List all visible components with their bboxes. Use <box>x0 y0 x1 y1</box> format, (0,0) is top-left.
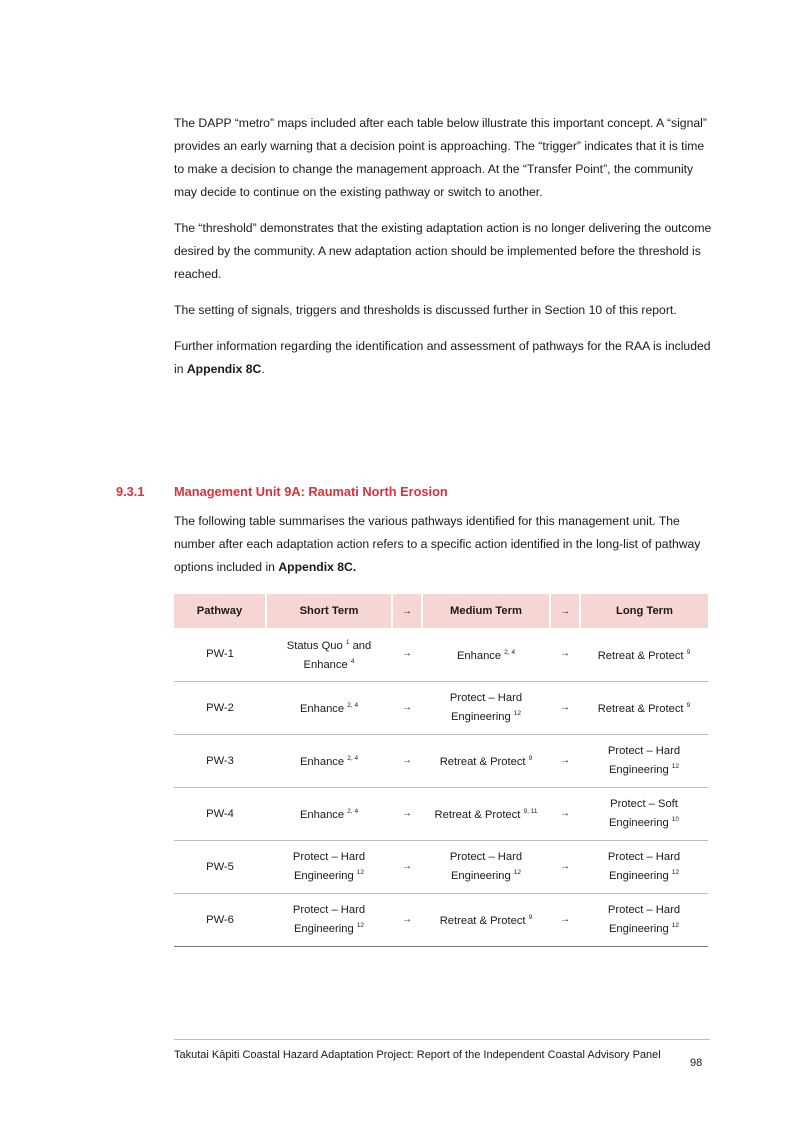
medium-term-cell <box>422 734 550 787</box>
action-text: Enhance <box>456 649 502 662</box>
footnote-ref: 12 <box>513 869 522 876</box>
pathway-id: PW-6 <box>174 893 266 946</box>
action-text: Protect – Hard <box>449 692 523 704</box>
footnote-ref: 9 <box>528 755 533 762</box>
short-term-cell <box>266 893 392 946</box>
table-row <box>174 734 708 787</box>
page-number: 98 <box>690 1057 703 1069</box>
pathway-id: PW-4 <box>174 787 266 840</box>
arrow-cell: → <box>392 893 422 946</box>
footnote-ref: 4 <box>350 658 355 666</box>
table-row <box>174 893 708 946</box>
header-arrow: → <box>550 594 580 628</box>
long-term-cell <box>580 628 708 681</box>
footnote-ref: 12 <box>356 922 365 929</box>
footnote-ref: 2, 4 <box>504 648 516 656</box>
action-text: and <box>349 640 372 653</box>
medium-term-cell <box>422 681 550 734</box>
table-row <box>174 840 708 893</box>
pathway-id: PW-3 <box>174 734 266 787</box>
action-text: Retreat & Protect <box>597 703 684 715</box>
table-row <box>174 628 708 681</box>
medium-term-cell <box>422 840 550 893</box>
long-term-cell <box>580 681 708 734</box>
paragraph-threshold: The “threshold” demonstrates that the existing adaptation action is no longer delivering the outcome desired by the community. A new adaptation action should be implemented before the threshold is reached. <box>174 221 712 281</box>
header-short-term: Short Term <box>266 594 392 628</box>
table-row <box>174 681 708 734</box>
paragraph-signals: The setting of signals, triggers and thresholds is discussed further in Section 10 of this report. <box>174 303 677 317</box>
table-row <box>174 787 708 840</box>
action-text: Retreat & Protect <box>597 649 684 662</box>
action-text: Protect – Soft <box>610 798 678 810</box>
action-text: Engineering <box>293 923 354 935</box>
footnote-ref: 12 <box>671 869 680 876</box>
header-pathway: Pathway <box>174 594 266 628</box>
action-text: Engineering <box>608 764 669 776</box>
footnote-ref: 9, 11 <box>523 808 538 815</box>
arrow-cell: → <box>392 681 422 734</box>
arrow-cell: → <box>392 787 422 840</box>
pathways-table <box>174 594 708 947</box>
action-text: Protect – Hard <box>607 851 681 863</box>
arrow-cell: → <box>550 893 580 946</box>
action-text: Protect – Hard <box>449 851 523 863</box>
footnote-ref: 2, 4 <box>347 808 359 815</box>
table-header-row <box>174 594 708 628</box>
medium-term-cell <box>422 628 550 681</box>
arrow-cell: → <box>392 734 422 787</box>
long-term-cell <box>580 734 708 787</box>
footnote-ref: 12 <box>356 869 365 876</box>
short-term-cell <box>266 734 392 787</box>
short-term-cell <box>266 681 392 734</box>
action-text: Engineering <box>608 870 669 882</box>
long-term-cell <box>580 893 708 946</box>
footnote-ref: 2, 4 <box>347 755 359 762</box>
arrow-cell: → <box>550 628 580 681</box>
footer-title: Takutai Kāpiti Coastal Hazard Adaptation Project: Report of the Independent Coastal Advisory Panel <box>174 1049 661 1061</box>
footnote-ref: 1 <box>345 639 350 647</box>
action-text: Enhance <box>299 756 345 768</box>
footnote-ref: 10 <box>671 816 680 823</box>
body-text <box>174 112 714 394</box>
arrow-cell: → <box>392 628 422 681</box>
appendix-link: Appendix 8C <box>186 362 262 376</box>
action-text: Enhance <box>303 659 348 672</box>
section-intro: The following table summarises the various pathways identified for this management unit. The number after each adaptation action refers to a specific action identified in the long-list of pathway options included in Appendix 8C. <box>174 514 701 574</box>
header-long-term: Long Term <box>580 594 708 628</box>
pathway-id: PW-2 <box>174 681 266 734</box>
action-text: Engineering <box>608 817 669 829</box>
paragraph-further-info: Further information regarding the identification and assessment of pathways for the RAA is included in Appendix 8C. <box>174 339 711 376</box>
footnote-ref: 9 <box>528 914 533 921</box>
medium-term-cell <box>422 893 550 946</box>
action-text: Engineering <box>608 923 669 935</box>
action-text: Protect – Hard <box>607 904 681 916</box>
footnote-ref: 12 <box>671 763 680 770</box>
footnote-ref: 12 <box>513 710 522 717</box>
pathway-id: PW-5 <box>174 840 266 893</box>
footnote-ref: 2, 4 <box>347 702 359 709</box>
action-text: Protect – Hard <box>292 851 366 863</box>
action-text: Engineering <box>293 870 354 882</box>
medium-term-cell <box>422 787 550 840</box>
action-text: Engineering <box>450 711 511 723</box>
section-title: Management Unit 9A: Raumati North Erosion <box>174 483 448 499</box>
footer-divider <box>174 1039 710 1040</box>
action-text: Retreat & Protect <box>434 809 521 821</box>
footnote-ref: 9 <box>686 648 691 656</box>
action-text: Retreat & Protect <box>439 756 526 768</box>
action-text: Protect – Hard <box>292 904 366 916</box>
long-term-cell <box>580 840 708 893</box>
paragraph-dapp-maps: The DAPP “metro” maps included after each table below illustrate this important concept. A “signal” provides an early warning that a decision point is approaching. The “trigger” indicates that it is time to make a decision to change the management approach. At the “Transfer Point”, the community may decide to continue on the existing pathway or switch to another. <box>174 116 707 199</box>
arrow-cell: → <box>550 734 580 787</box>
pathway-id: PW-1 <box>174 628 266 681</box>
header-arrow: → <box>392 594 422 628</box>
arrow-cell: → <box>392 840 422 893</box>
long-term-cell <box>580 787 708 840</box>
section-number: 9.3.1 <box>116 483 145 499</box>
action-text: Enhance <box>299 703 345 715</box>
header-medium-term: Medium Term <box>422 594 550 628</box>
action-text: Status Quo <box>286 640 343 653</box>
appendix-reference: Appendix 8C. <box>278 560 357 574</box>
short-term-cell <box>266 628 392 681</box>
arrow-cell: → <box>550 681 580 734</box>
footnote-ref: 9 <box>686 702 691 709</box>
arrow-cell: → <box>550 787 580 840</box>
action-text: Engineering <box>450 870 511 882</box>
section-heading <box>116 480 716 502</box>
action-text: Protect – Hard <box>607 745 681 757</box>
arrow-cell: → <box>550 840 580 893</box>
action-text: Retreat & Protect <box>439 915 526 927</box>
short-term-cell <box>266 840 392 893</box>
footnote-ref: 12 <box>671 922 680 929</box>
short-term-cell <box>266 787 392 840</box>
action-text: Enhance <box>299 809 345 821</box>
